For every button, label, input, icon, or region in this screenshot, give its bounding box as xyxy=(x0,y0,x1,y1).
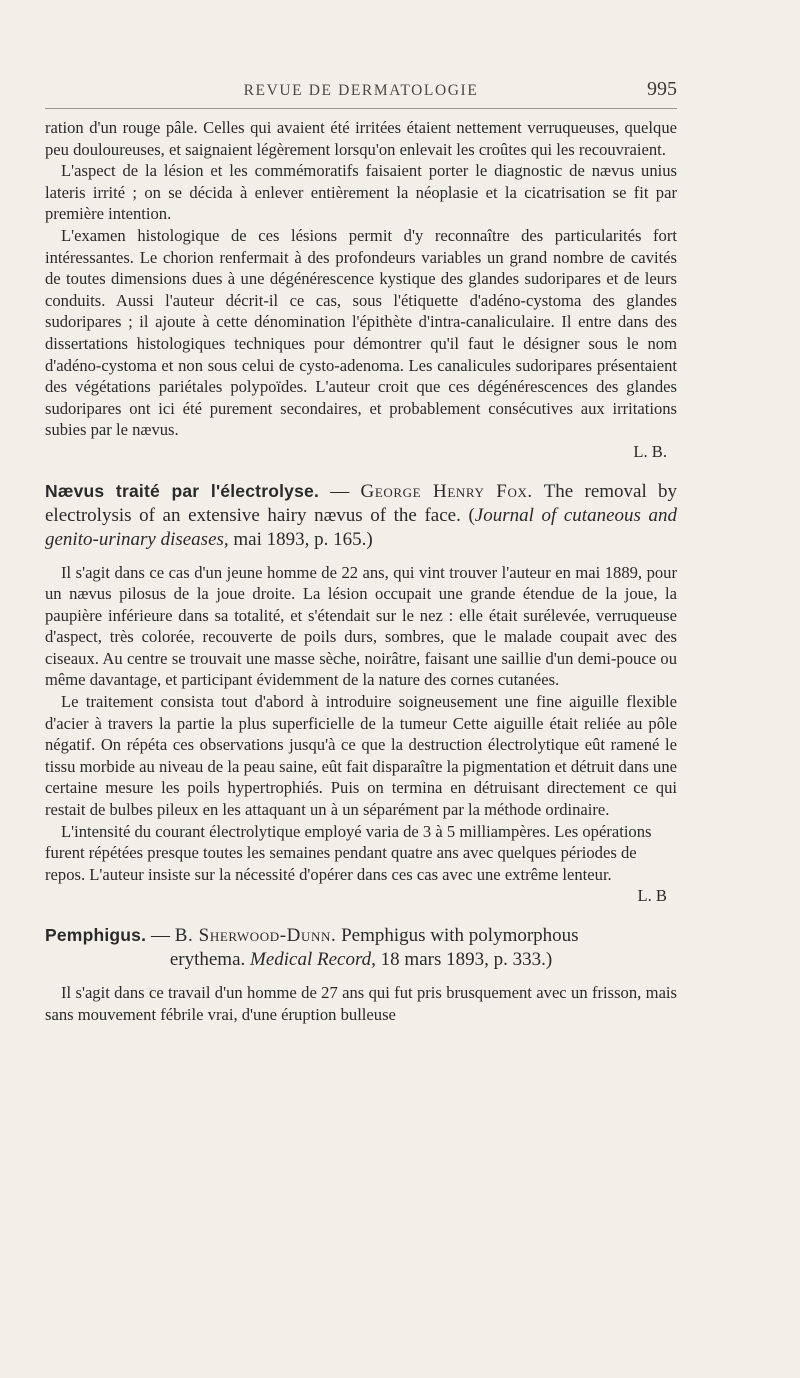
paragraph: Il s'agit dans ce travail d'un homme de 27 ans qui fut pris brusquement avec un frisson, mais sans mouvement fébrile vrai, d'une éruption bulleuse xyxy=(45,983,677,1024)
running-title: REVUE DE DERMATOLOGIE xyxy=(243,82,479,99)
heading-dash: — xyxy=(319,480,361,502)
signature: L. B xyxy=(637,886,667,906)
article-subject: Pemphigus with polymorphous xyxy=(336,925,579,946)
article-journal: Journal of cutaneous and genito-urinary diseases, xyxy=(45,504,677,550)
heading-dash: — xyxy=(146,925,175,946)
article-author: B. Sherwood-Dunn. xyxy=(174,925,337,946)
article-title: Nævus traité par l'électrolyse. xyxy=(45,480,320,501)
signature-line xyxy=(45,441,677,463)
heading-continuation xyxy=(45,948,677,972)
paragraph xyxy=(45,821,677,886)
article-title: Pemphigus. xyxy=(45,925,147,945)
paragraph: ration d'un rouge pâle. Celles qui avaient été irritées étaient nettement verruqueuses, quelque peu douloureuses, et saignaient légèrement lorsqu'on enlevait les croûtes qui les recouvraient. xyxy=(45,118,677,159)
article-subject-continued: erythema. xyxy=(169,949,250,970)
paragraph: Il s'agit dans ce cas d'un jeune homme de 22 ans, qui vint trouver l'auteur en mai 1889, pour un nævus pilosus de la joue droite. La lésion occupait une grande étendue de la joue, la paupière inférieure dans sa totalité, et s'étendait sur le nez : elle était surélevée, verruqueuse d'aspect, très colorée, recouverte de poils durs, sombres, que le malade coupait avec des ciseaux. Au centre se trouvait une masse sèche, noirâtre, faisant une saillie d'un demi-pouce ou même davantage, et participant évidemment de la nature des cornes cutanées. xyxy=(45,562,677,690)
paragraph-text: L'intensité du courant électrolytique employé varia de 3 à 5 milliampères. Les opérations furent répétées presque toutes les semaines pendant quatre ans avec quelques périodes de repos. L'auteur insiste sur la nécessité d'opérer dans ces cas avec une extrême lenteur. xyxy=(45,821,652,884)
signature: L. B. xyxy=(633,441,667,461)
page-content xyxy=(45,117,677,1025)
article-citation: 18 mars 1893, p. 333.) xyxy=(375,949,553,970)
paragraph xyxy=(45,225,677,441)
article-citation: mai 1893, p. 165.) xyxy=(228,528,373,550)
paragraph: Le traitement consista tout d'abord à introduire soigneusement une fine aiguille flexible d'acier à travers la partie la plus superficielle de la tumeur Cette aiguille était reliée au pôle négatif. On répéta ces observations jusqu'à ce que la destruction électrolytique eût ramené le tissu morbide au niveau de la peau saine, eût fait disparaître la pigmentation et détruit dans une certaine mesure les poils hypertrophiés. Puis on termina en détruisant directement ce qui restait de bulbes pileux en les attaquant un à un séparément par la méthode ordinaire. xyxy=(45,692,677,820)
paragraph: L'aspect de la lésion et les commémoratifs faisaient porter le diagnostic de nævus unius lateris irrité ; on se décida à enlever entièrement la néoplasie et la cicatrisation se fit par première intention. xyxy=(45,161,677,224)
article-author: George Henry Fox. xyxy=(360,480,533,502)
article-journal: Medical Record, xyxy=(250,949,376,970)
article-heading xyxy=(45,479,677,552)
page-number: 995 xyxy=(647,78,677,100)
signature-line xyxy=(45,885,677,907)
article-subject: The removal by electrolysis of an extensive hairy nævus of the face. ( xyxy=(45,480,677,526)
document-page xyxy=(45,78,677,1025)
paragraph-text: L'examen histologique de ces lésions permit d'y reconnaître des particularités fort intéressantes. Le chorion renfermait à des profondeurs variables un grand nombre de cavités de toutes dimensions dues à une dégénérescence kystique des glandes sudoripares et de leurs conduits. Aussi l'auteur décrit-il ce cas, sous l'étiquette d'adéno-cystoma des glandes sudoripares ; il ajoute à cette dénomination l'épithète d'intra-canaliculaire. Il entre dans des dissertations histologiques techniques pour démontrer qu'il faut le désigner sous le nom d'adéno-cystoma et non sous celui de cysto-adenoma. Les canalicules sudoripares présentaient des végétations pariétales polypoïdes. L'auteur croit que ces dégénérescences des glandes sudoripares ont ici été purement secondaires, et probablement consécutives aux irritations subies par le nævus. xyxy=(45,225,677,440)
article-heading xyxy=(45,923,677,972)
running-header xyxy=(45,78,677,109)
